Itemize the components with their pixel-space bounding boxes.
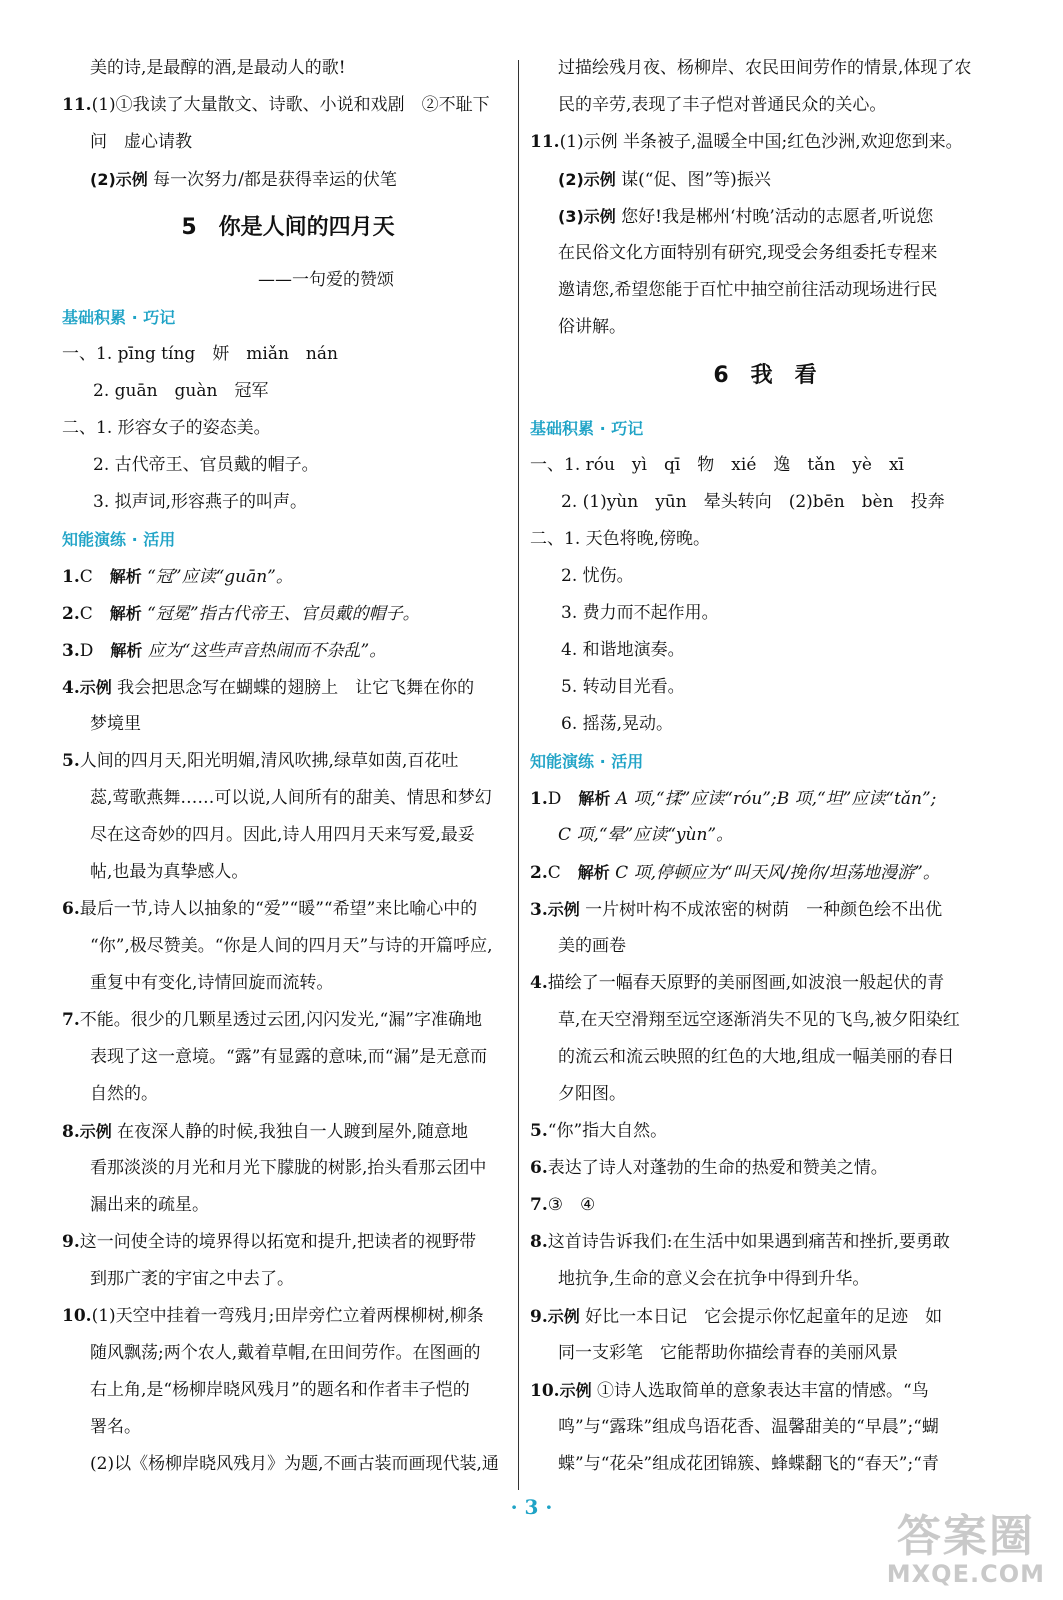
answer-text: (1)示例 半条被子,温暖全中国;红色沙洲,欢迎您到来。	[559, 132, 963, 152]
question-number: 11.	[530, 132, 560, 152]
answer-text: 这首诗告诉我们:在生活中如果遇到痛苦和挫折,要勇敢	[547, 1232, 950, 1252]
explanation-text: A 项,“揉”应读“róu”;B 项,“坦”应读“tǎn”;	[610, 789, 937, 809]
explanation-text: “冠冕”指古代帝王、官员戴的帽子。	[141, 604, 420, 624]
watermark-url: MXQE.COM	[886, 1560, 1045, 1588]
answer-text: 2. guān guàn 冠军	[93, 381, 269, 401]
label-tag: (2)示例	[90, 170, 148, 189]
answer-text: 到那广袤的宇宙之中去了。	[90, 1269, 294, 1289]
question-number: 3.	[530, 900, 548, 920]
answer-text: 6. 摇荡,晃动。	[561, 714, 674, 734]
question-number: 3.	[62, 641, 80, 661]
answer-line	[62, 743, 514, 780]
answer-line	[530, 965, 1000, 1002]
answer-line	[62, 161, 514, 198]
question-number: 10.	[530, 1381, 560, 1401]
answer-line	[62, 595, 514, 632]
question-number: 4.	[530, 973, 548, 993]
label-tag: 解析	[109, 604, 142, 623]
label-tag: 解析	[109, 567, 142, 586]
answer-text: C	[547, 863, 578, 883]
question-number: 1.	[62, 567, 80, 587]
answer-text: 鸣”与“露珠”组成鸟语花香、温馨甜美的“早晨”;“蝴	[558, 1417, 939, 1437]
section-heading: 知能演练 · 活用	[530, 752, 644, 771]
answer-line	[62, 1372, 514, 1409]
answer-line	[530, 706, 1000, 743]
explanation-text: “冠”应读“guān”。	[141, 567, 293, 587]
section-subtitle: ——一句爱的赞颂	[258, 270, 394, 290]
answer-line	[530, 161, 1000, 198]
label-tag: 示例	[79, 1122, 112, 1141]
label-tag: 示例	[547, 1307, 580, 1326]
answer-line	[530, 1298, 1000, 1335]
answer-line	[62, 1002, 514, 1039]
answer-line	[62, 854, 514, 891]
answer-line	[62, 1224, 514, 1261]
answer-text: 同一支彩笔 它能帮助你描绘青春的美丽风景	[558, 1343, 898, 1363]
answer-line	[62, 669, 514, 706]
answer-line	[530, 1409, 1000, 1446]
answer-text: (1)天空中挂着一弯残月;田岸旁伫立着两棵柳树,柳条	[91, 1306, 484, 1326]
section-heading: 知能演练 · 活用	[62, 530, 176, 549]
answer-line	[62, 124, 514, 161]
answer-line	[530, 198, 1000, 235]
answer-line	[62, 50, 514, 87]
watermark-text: 答案圈	[896, 1511, 1035, 1562]
answer-line	[62, 1335, 514, 1372]
answer-text: 您好!我是郴州‘村晚’活动的志愿者,听说您	[615, 207, 934, 227]
answer-text: D	[79, 641, 111, 661]
answer-text: 民的辛劳,表现了丰子恺对普通民众的关心。	[558, 95, 887, 115]
answer-text: 表现了这一意境。“露”有显露的意味,而“漏”是无意而	[90, 1047, 488, 1067]
answer-text: 在夜深人静的时候,我独自一人踱到屋外,随意地	[111, 1122, 468, 1142]
answer-line	[62, 1298, 514, 1335]
label-tag: 解析	[110, 641, 143, 660]
answer-line	[530, 1372, 1000, 1409]
answer-line	[62, 1446, 514, 1483]
answer-line	[530, 632, 1000, 669]
section-title: 6 我 看	[713, 363, 817, 388]
answer-text: C	[79, 604, 110, 624]
answer-line	[530, 595, 1000, 632]
answer-text: 俗讲解。	[558, 317, 626, 337]
answer-text: “你”指大自然。	[547, 1121, 668, 1141]
answer-text: 不能。很少的几颗星透过云团,闪闪发光,“漏”字准确地	[79, 1010, 482, 1030]
left-column	[62, 50, 514, 1483]
answer-text: 一片树叶构不成浓密的树荫 一种颜色绘不出优	[579, 900, 943, 920]
label-tag: 解析	[578, 789, 611, 808]
answer-line	[530, 50, 1000, 87]
answer-text: 过描绘残月夜、杨柳岸、农民田间劳作的情景,体现了农	[558, 58, 972, 78]
answer-line	[530, 1113, 1000, 1150]
answer-text: D	[547, 789, 579, 809]
answer-line	[530, 447, 1000, 484]
answer-text: 梦境里	[90, 714, 141, 734]
answer-line	[62, 1261, 514, 1298]
answer-line	[530, 1002, 1000, 1039]
answer-line	[62, 1150, 514, 1187]
answer-text: 一、1. róu yì qī 物 xié 逸 tǎn yè xī	[530, 455, 904, 475]
question-number: 9.	[62, 1232, 80, 1252]
answer-text: 蝶”与“花朵”组成花团锦簇、蜂蝶翻飞的“春天”;“青	[558, 1454, 939, 1474]
answer-line	[62, 410, 514, 447]
answer-text: 漏出来的疏星。	[90, 1195, 209, 1215]
answer-line	[530, 780, 1000, 817]
answer-line	[530, 309, 1000, 346]
page-number: · 3 ·	[510, 1495, 553, 1519]
answer-line	[530, 1076, 1000, 1113]
answer-line	[530, 891, 1000, 928]
answer-text: 描绘了一幅春天原野的美丽图画,如波浪一般起伏的青	[547, 973, 945, 993]
answer-line	[62, 447, 514, 484]
answer-line	[62, 336, 514, 373]
answer-text: 这一问使全诗的境界得以拓宽和提升,把读者的视野带	[79, 1232, 477, 1252]
answer-line	[62, 632, 514, 669]
question-number: 7.	[530, 1195, 548, 1215]
question-number: 2.	[62, 604, 80, 624]
answer-text: 二、1. 天色将晚,傍晚。	[530, 529, 711, 549]
answer-text: 重复中有变化,诗情回旋而流转。	[90, 973, 334, 993]
answer-text: 的流云和流云映照的红色的大地,组成一幅美丽的春日	[558, 1047, 955, 1067]
answer-line	[62, 891, 514, 928]
answer-line	[62, 780, 514, 817]
question-number: 5.	[530, 1121, 548, 1141]
answer-line	[62, 706, 514, 743]
answer-text: 地抗争,生命的意义会在抗争中得到升华。	[558, 1269, 870, 1289]
answer-line	[530, 1446, 1000, 1483]
answer-text: 2. 古代帝王、官员戴的帽子。	[93, 455, 319, 475]
section-title: 5 你是人间的四月天	[181, 215, 395, 240]
section-heading: 基础积累 · 巧记	[530, 419, 644, 438]
answer-text: 2. (1)yùn yūn 晕头转向 (2)bēn bèn 投奔	[561, 492, 945, 512]
question-number: 7.	[62, 1010, 80, 1030]
answer-text: 草,在天空滑翔至远空逐渐消失不见的飞鸟,被夕阳染红	[558, 1010, 960, 1030]
answer-text: 署名。	[90, 1417, 141, 1437]
answer-text: 2. 忧伤。	[561, 566, 634, 586]
answer-line	[62, 373, 514, 410]
column-divider	[518, 60, 519, 1490]
answer-line	[530, 124, 1000, 161]
answer-line	[530, 1335, 1000, 1372]
answer-text: 看那淡淡的月光和月光下朦胧的树影,抬头看那云团中	[90, 1158, 487, 1178]
answer-text: 最后一节,诗人以抽象的“爱”“暖”“希望”来比喻心中的	[79, 899, 478, 919]
answer-line	[62, 87, 514, 124]
answer-line	[530, 669, 1000, 706]
answer-line	[62, 484, 514, 521]
question-number: 6.	[62, 899, 80, 919]
answer-line	[530, 272, 1000, 309]
answer-text: 4. 和谐地演奏。	[561, 640, 685, 660]
question-number: 9.	[530, 1307, 548, 1327]
answer-text: 我会把思念写在蝴蝶的翅膀上 让它飞舞在你的	[111, 678, 475, 698]
answer-line	[62, 817, 514, 854]
question-number: 8.	[62, 1122, 80, 1142]
answer-text: (1)①我读了大量散文、诗歌、小说和戏剧 ②不耻下	[91, 95, 490, 115]
answer-line	[62, 1409, 514, 1446]
answer-line	[62, 965, 514, 1002]
label-tag: (2)示例	[558, 170, 616, 189]
answer-line	[530, 558, 1000, 595]
answer-text: 夕阳图。	[558, 1084, 626, 1104]
question-number: 4.	[62, 678, 80, 698]
label-tag: 解析	[577, 863, 610, 882]
answer-text: 随风飘荡;两个农人,戴着草帽,在田间劳作。在图画的	[90, 1343, 481, 1363]
answer-text: 在民俗文化方面特别有研究,现受会务组委托专程来	[558, 243, 938, 263]
answer-line	[530, 1150, 1000, 1187]
answer-text: 邀请您,希望您能于百忙中抽空前往活动现场进行民	[558, 280, 938, 300]
answer-line	[530, 1039, 1000, 1076]
question-number: 10.	[62, 1306, 92, 1326]
answer-line	[530, 928, 1000, 965]
answer-text: 好比一本日记 它会提示你忆起童年的足迹 如	[579, 1307, 943, 1327]
answer-text: 3. 拟声词,形容燕子的叫声。	[93, 492, 308, 512]
answer-text: 一、1. pīng tíng 妍 miǎn nán	[62, 344, 338, 364]
label-tag: (3)示例	[558, 207, 616, 226]
answer-text: ③ ④	[547, 1195, 596, 1215]
answer-text: 表达了诗人对蓬勃的生命的热爱和赞美之情。	[547, 1158, 888, 1178]
question-number: 11.	[62, 95, 92, 115]
answer-text: 尽在这奇妙的四月。因此,诗人用四月天来写爱,最妥	[90, 825, 475, 845]
answer-line	[530, 854, 1000, 891]
question-number: 8.	[530, 1232, 548, 1252]
answer-text: 自然的。	[90, 1084, 158, 1104]
answer-text: (2)以《杨柳岸晓风残月》为题,不画古装而画现代装,通	[90, 1454, 499, 1474]
answer-text: C 项,“晕”应读“yùn”。	[558, 825, 734, 845]
answer-line	[530, 521, 1000, 558]
section-heading: 基础积累 · 巧记	[62, 308, 176, 327]
answer-text: 蕊,莺歌燕舞……可以说,人间所有的甜美、情思和梦幻	[90, 788, 492, 808]
question-number: 1.	[530, 789, 548, 809]
answer-text: C	[79, 567, 110, 587]
explanation-text: C 项,停顿应为“叫天风/挽你/坦荡地漫游”。	[609, 863, 940, 883]
answer-line	[530, 1224, 1000, 1261]
answer-line	[530, 817, 1000, 854]
question-number: 2.	[530, 863, 548, 883]
answer-text: 帖,也最为真挚感人。	[90, 862, 249, 882]
answer-text: “你”,极尽赞美。“你是人间的四月天”与诗的开篇呼应,	[90, 936, 493, 956]
answer-line	[530, 484, 1000, 521]
answer-text: 人间的四月天,阳光明媚,清风吹拂,绿草如茵,百花吐	[79, 751, 459, 771]
answer-line	[62, 558, 514, 595]
answer-line	[530, 87, 1000, 124]
label-tag: 示例	[79, 678, 112, 697]
answer-line	[62, 1039, 514, 1076]
watermark-logo	[886, 1511, 1045, 1588]
question-number: 6.	[530, 1158, 548, 1178]
answer-line	[530, 1187, 1000, 1224]
answer-text: 问 虚心请教	[90, 132, 192, 152]
answer-text: 美的诗,是最醇的酒,是最动人的歌!	[90, 58, 346, 78]
label-tag: 示例	[547, 900, 580, 919]
right-column	[530, 50, 1000, 1483]
answer-text: 右上角,是“杨柳岸晓风残月”的题名和作者丰子恺的	[90, 1380, 470, 1400]
answer-line	[530, 235, 1000, 272]
answer-text: 3. 费力而不起作用。	[561, 603, 719, 623]
answer-line	[62, 1076, 514, 1113]
answer-text: 美的画卷	[558, 936, 626, 956]
label-tag: 示例	[559, 1381, 592, 1400]
answer-text: ①诗人选取简单的意象表达丰富的情感。“鸟	[591, 1381, 929, 1401]
explanation-text: 应为“这些声音热闹而不杂乱”。	[142, 641, 387, 661]
answer-text: 5. 转动目光看。	[561, 677, 685, 697]
answer-line	[62, 1187, 514, 1224]
question-number: 5.	[62, 751, 80, 771]
answer-text: 每一次努力/都是获得幸运的伏笔	[147, 170, 397, 190]
answer-line	[62, 928, 514, 965]
answer-line	[62, 1113, 514, 1150]
answer-text: 二、1. 形容女子的姿态美。	[62, 418, 271, 438]
answer-line	[530, 1261, 1000, 1298]
answer-text: 谋(“促、图”等)振兴	[615, 170, 771, 190]
